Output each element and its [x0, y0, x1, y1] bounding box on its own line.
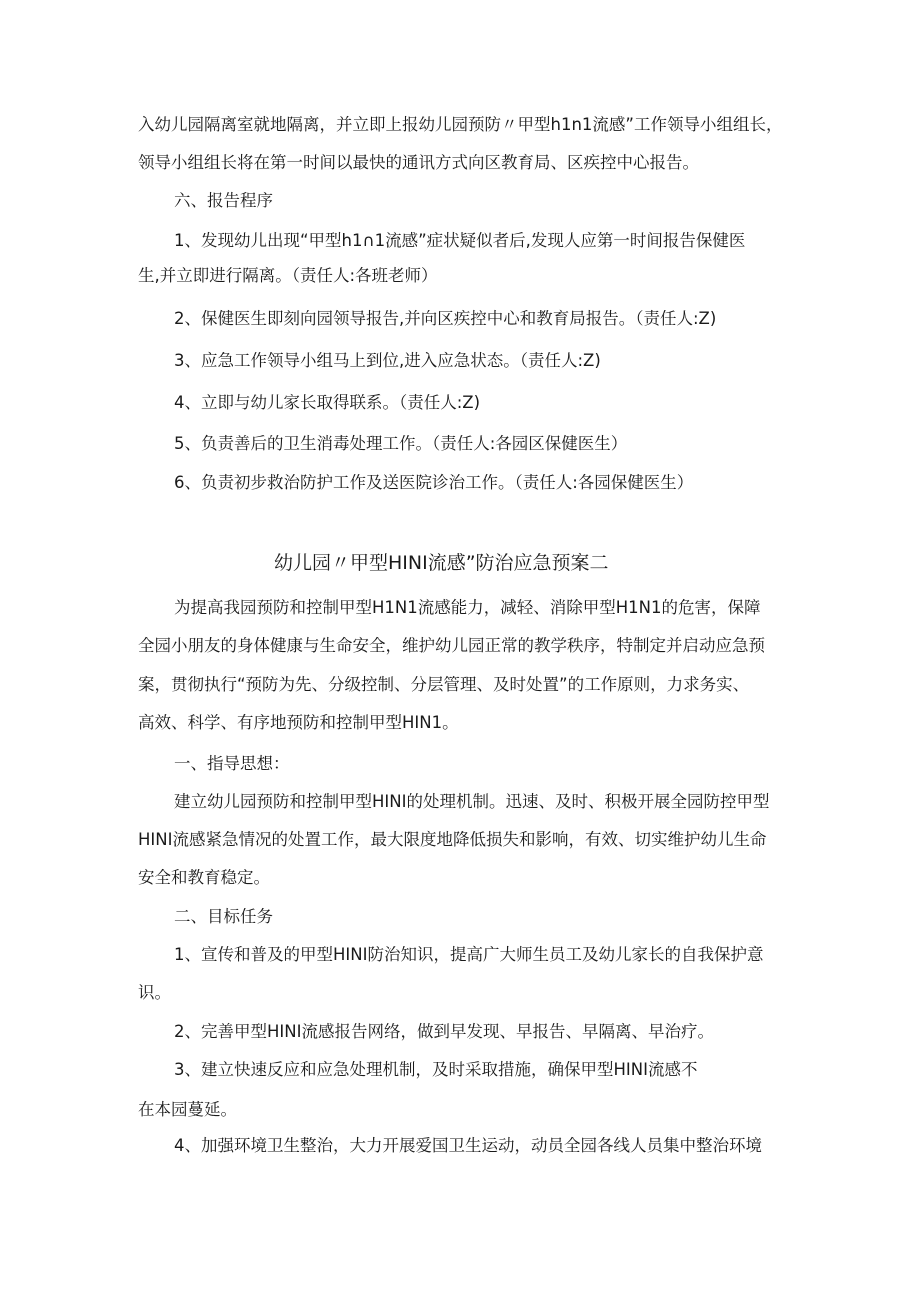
task-item-3-cont: 在本园蔓延。 [138, 1100, 237, 1119]
intro-line: 高效、科学、有序地预防和控制甲型HIN1。 [138, 713, 459, 732]
report-step-5: 5、负责善后的卫生消毒处理工作。（责任人:各园区保健医生） [174, 434, 628, 453]
report-step-4: 4、立即与幼儿家长取得联系。（责任人:Z) [174, 393, 481, 412]
section-heading-guiding: 一、指导思想： [174, 754, 290, 773]
paragraph-line: 领导小组组长将在第一时间以最快的通讯方式向区教育局、区疾控中心报告。 [138, 153, 699, 172]
intro-line: 案，贯彻执行“预防为先、分级控制、分层管理、及时处置”的工作原则，力求务实、 [138, 675, 750, 694]
report-step-1-cont: 生,并立即进行隔离。（责任人:各班老师） [138, 266, 438, 285]
task-item-2: 2、完善甲型HINI流感报告网络，做到早发现、早报告、早隔离、早治疗。 [174, 1022, 714, 1041]
task-item-3: 3、建立快速反应和应急处理机制，及时采取措施，确保甲型HINI流感不 [174, 1060, 698, 1079]
report-step-1: 1、发现幼儿出现“甲型h1∩1流感”症状疑似者后,发现人应第一时间报告保健医 [174, 231, 746, 250]
section-heading-report: 六、报告程序 [174, 191, 273, 210]
section-heading-tasks: 二、目标任务 [174, 907, 273, 926]
report-step-6: 6、负责初步救治防护工作及送医院诊治工作。（责任人:各园保健医生） [174, 473, 694, 492]
task-item-1: 1、宣传和普及的甲型HINI防治知识，提高广大师生员工及幼儿家长的自我保护意 [174, 945, 764, 964]
report-step-3: 3、应急工作领导小组马上到位,进入应急状态。（责任人:Z) [174, 351, 601, 370]
guiding-line: 安全和教育稳定。 [138, 868, 270, 887]
task-item-1-cont: 识。 [138, 983, 171, 1002]
paragraph-line: 入幼儿园隔离室就地隔离，并立即上报幼儿园预防〃甲型h1n1流感”工作领导小组组长， [138, 115, 783, 134]
guiding-line: 建立幼儿园预防和控制甲型HINI的处理机制。迅速、及时、积极开展全园防控甲型 [174, 792, 770, 811]
plan-title: 幼儿园〃甲型HINI流感”防治应急预案二 [274, 552, 609, 574]
report-step-2: 2、保健医生即刻向园领导报告,并向区疾控中心和教育局报告。（责任人:Z) [174, 309, 717, 328]
task-item-4: 4、加强环境卫生整治，大力开展爱国卫生运动，动员全园各线人员集中整治环境 [174, 1136, 762, 1155]
intro-line: 全园小朋友的身体健康与生命安全，维护幼儿园正常的教学秩序，特制定并启动应急预 [138, 636, 765, 655]
guiding-line: HINI流感紧急情况的处置工作，最大限度地降低损失和影响，有效、切实维护幼儿生命 [138, 830, 767, 849]
intro-line: 为提高我园预防和控制甲型H1N1流感能力，减轻、消除甲型H1N1的危害，保障 [174, 598, 761, 617]
